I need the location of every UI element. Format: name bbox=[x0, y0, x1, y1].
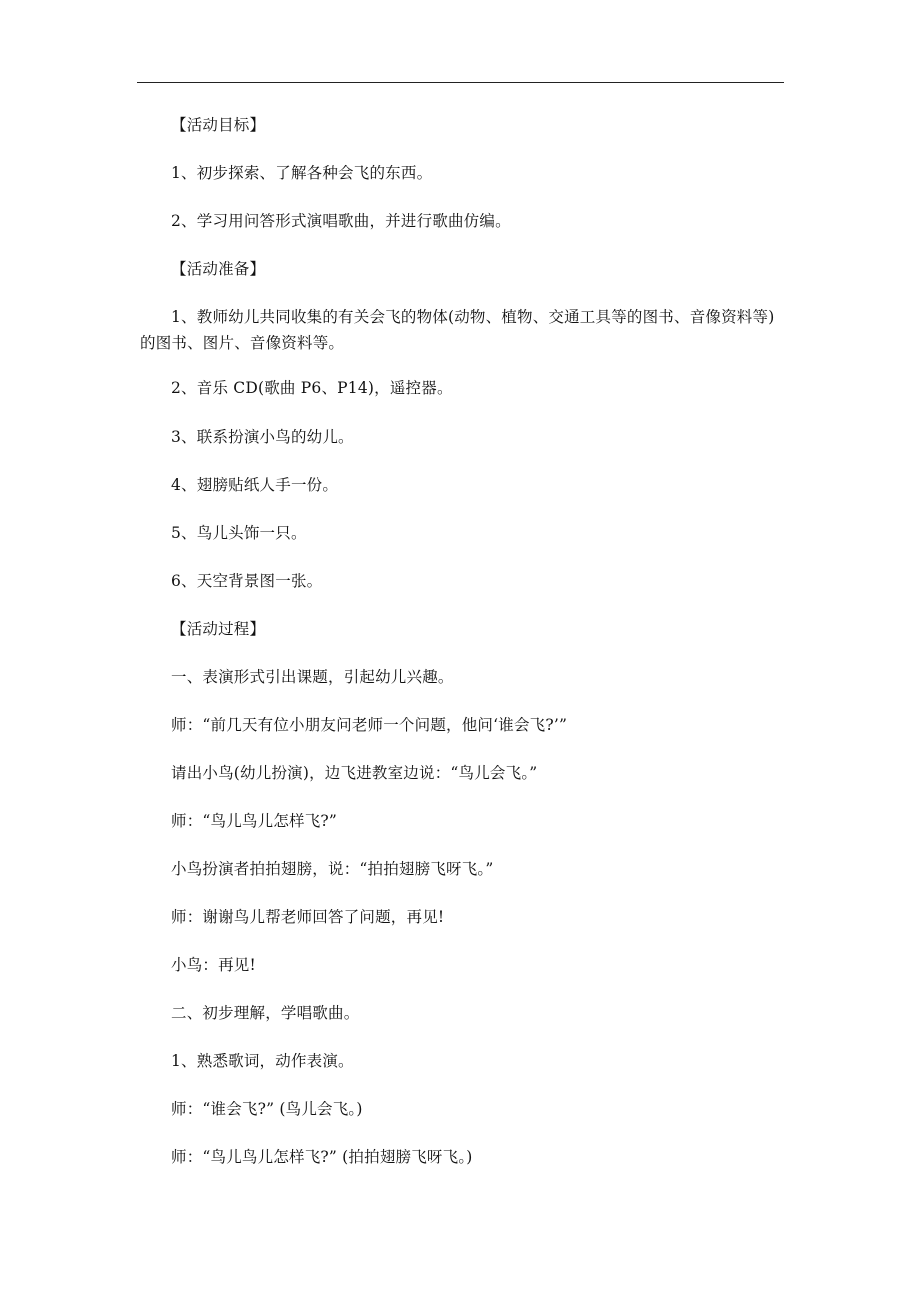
section-heading-process: 【活动过程】 bbox=[171, 620, 266, 638]
paragraph: 4、翅膀贴纸人手一份。 bbox=[171, 476, 339, 494]
paragraph: 请出小鸟(幼儿扮演)，边飞进教室边说：“鸟儿会飞。” bbox=[171, 764, 538, 782]
section-heading-goals: 【活动目标】 bbox=[171, 116, 266, 134]
paragraph: 师：谢谢鸟儿帮老师回答了问题，再见! bbox=[171, 908, 445, 926]
paragraph: 小鸟：再见! bbox=[171, 956, 256, 974]
paragraph: 师：“前几天有位小朋友问老师一个问题，他问‘谁会飞?’” bbox=[171, 716, 568, 734]
paragraph: 6、天空背景图一张。 bbox=[171, 572, 323, 590]
paragraph: 师：“谁会飞?” (鸟儿会飞。) bbox=[171, 1100, 363, 1118]
paragraph: 师：“鸟儿鸟儿怎样飞?” bbox=[171, 812, 338, 830]
paragraph: 2、音乐 CD(歌曲 P6、P14)，遥控器。 bbox=[171, 379, 453, 397]
paragraph: 师：“鸟儿鸟儿怎样飞?” (拍拍翅膀飞呀飞。) bbox=[171, 1148, 473, 1166]
paragraph: 1、熟悉歌词，动作表演。 bbox=[171, 1052, 354, 1070]
paragraph-wrapped: 1、教师幼儿共同收集的有关会飞的物体(动物、植物、交通工具等的图书、音像资料等)的图书、图片、音像资料等。 bbox=[140, 308, 775, 352]
paragraph: 3、联系扮演小鸟的幼儿。 bbox=[171, 428, 354, 446]
paragraph: 小鸟扮演者拍拍翅膀，说：“拍拍翅膀飞呀飞。” bbox=[171, 860, 494, 878]
paragraph: 二、初步理解，学唱歌曲。 bbox=[171, 1004, 360, 1022]
paragraph: 2、学习用问答形式演唱歌曲，并进行歌曲仿编。 bbox=[171, 212, 511, 230]
paragraph: 1、初步探索、了解各种会飞的东西。 bbox=[171, 164, 433, 182]
paragraph: 一、表演形式引出课题，引起幼儿兴趣。 bbox=[171, 668, 454, 686]
paragraph: 5、鸟儿头饰一只。 bbox=[171, 524, 307, 542]
section-heading-preparation: 【活动准备】 bbox=[171, 260, 266, 278]
